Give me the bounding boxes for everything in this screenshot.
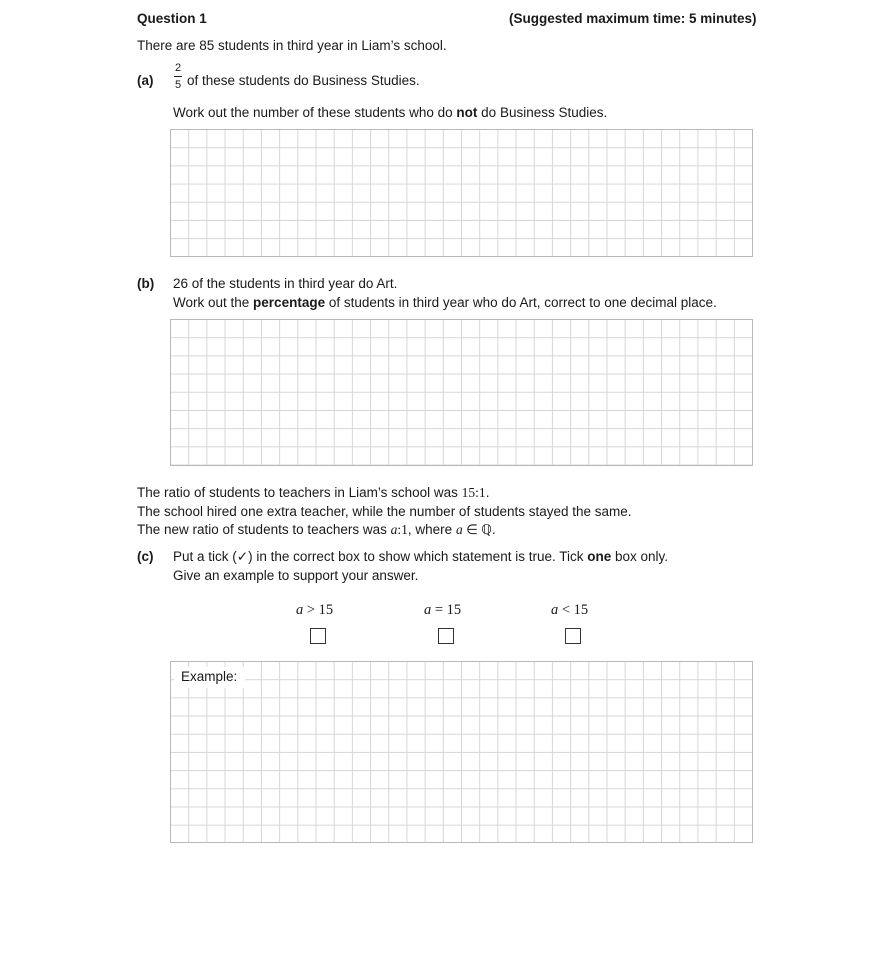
ratio-line-1: The ratio of students to teachers in Liam’s school was 15:1.: [137, 485, 490, 500]
tickbox-greater[interactable]: [310, 628, 326, 644]
question-intro: There are 85 students in third year in Liam’s school.: [137, 38, 447, 53]
example-label: Example:: [174, 667, 245, 688]
answer-grid-b[interactable]: [170, 319, 753, 466]
ratio-line-3: The new ratio of students to teachers was a:1, where a ∈ ℚ.: [137, 522, 496, 537]
part-b-statement: 26 of the students in third year do Art.: [173, 276, 398, 291]
time-note: (Suggested maximum time: 5 minutes): [509, 11, 757, 26]
part-c-label: (c): [137, 549, 154, 564]
part-a-statement: of these students do Business Studies.: [187, 73, 420, 88]
answer-grid-a[interactable]: [170, 129, 753, 257]
option-less-label: a < 15: [551, 602, 589, 618]
part-b-label: (b): [137, 276, 155, 291]
part-b-instruction: Work out the percentage of students in third year who do Art, correct to one decimal place.: [173, 295, 717, 310]
fraction-numerator: 2: [174, 62, 182, 74]
part-a-label: (a): [137, 73, 154, 88]
option-equal-label: a = 15: [424, 602, 462, 618]
ratio-line-2: The school hired one extra teacher, while the number of students stayed the same.: [137, 504, 632, 519]
part-c-instruction-2: Give an example to support your answer.: [173, 568, 419, 583]
tickbox-equal[interactable]: [438, 628, 454, 644]
answer-grid-c[interactable]: [170, 661, 753, 843]
tickbox-less[interactable]: [565, 628, 581, 644]
part-a-instruction: Work out the number of these students who do not do Business Studies.: [173, 105, 608, 120]
fraction-two-fifths: [173, 62, 183, 91]
option-greater-label: a > 15: [296, 602, 334, 618]
fraction-denominator: 5: [174, 79, 182, 91]
question-title: Question 1: [137, 11, 207, 26]
part-c-instruction: Put a tick (✓) in the correct box to show which statement is true. Tick one box only.: [173, 549, 669, 564]
